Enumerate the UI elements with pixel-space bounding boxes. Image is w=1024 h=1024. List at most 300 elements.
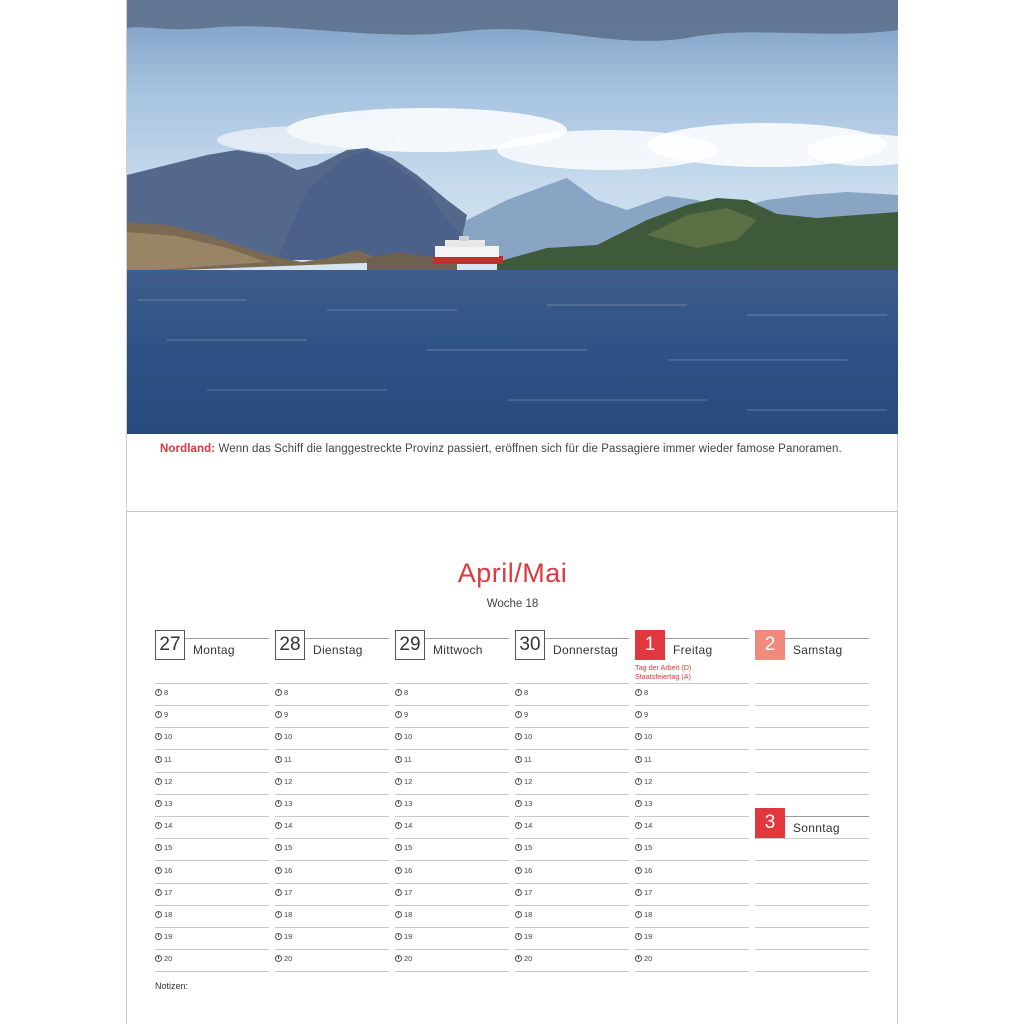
- time-label: 14: [404, 821, 413, 831]
- clock-icon: [515, 933, 522, 940]
- slot-divider: [755, 794, 869, 795]
- clock-icon: [515, 911, 522, 918]
- time-slot[interactable]: [155, 732, 172, 741]
- clock-icon: [275, 733, 282, 740]
- clock-icon: [155, 844, 162, 851]
- time-label: 12: [524, 776, 533, 786]
- slot-divider: [515, 905, 629, 906]
- time-slot[interactable]: [275, 799, 292, 808]
- time-slot[interactable]: [635, 755, 652, 764]
- time-slot[interactable]: [635, 688, 648, 697]
- time-slot[interactable]: [515, 732, 532, 741]
- time-label: 8: [644, 688, 649, 697]
- slot-divider: [395, 705, 509, 706]
- time-label: 15: [284, 843, 293, 853]
- slot-divider: [635, 905, 749, 906]
- time-label: 19: [164, 932, 173, 942]
- slot-divider: [635, 727, 749, 728]
- clock-icon: [395, 867, 402, 874]
- clock-icon: [155, 933, 162, 940]
- time-label: 12: [404, 776, 413, 786]
- time-label: 16: [404, 865, 413, 875]
- time-label: 19: [644, 932, 653, 942]
- slot-divider: [395, 749, 509, 750]
- clock-icon: [515, 889, 522, 896]
- time-label: 13: [164, 799, 173, 808]
- slot-divider: [755, 683, 869, 684]
- time-slot[interactable]: [155, 932, 172, 941]
- time-slot[interactable]: [635, 710, 648, 719]
- time-slot[interactable]: [395, 888, 412, 897]
- clock-icon: [395, 756, 402, 763]
- slot-divider: [515, 683, 629, 684]
- slot-divider: [635, 883, 749, 884]
- slot-divider: [755, 905, 869, 906]
- clock-icon: [275, 822, 282, 829]
- time-slot[interactable]: [635, 821, 652, 830]
- clock-icon: [275, 889, 282, 896]
- time-label: 19: [404, 932, 413, 942]
- slot-divider: [755, 949, 869, 950]
- clock-icon: [635, 933, 642, 940]
- time-slot[interactable]: [515, 888, 532, 897]
- time-label: 16: [644, 865, 653, 875]
- day-name: Samstag: [793, 643, 843, 657]
- clock-icon: [635, 844, 642, 851]
- clock-icon: [155, 800, 162, 807]
- slot-divider: [515, 794, 629, 795]
- time-label: 13: [404, 799, 413, 808]
- calendar-page: [126, 0, 898, 1024]
- clock-icon: [155, 711, 162, 718]
- day-number: 27: [155, 630, 185, 660]
- slot-divider: [515, 971, 629, 972]
- time-label: 15: [404, 843, 413, 853]
- time-label: 8: [284, 688, 289, 697]
- time-slot[interactable]: [155, 777, 172, 786]
- time-label: 15: [644, 843, 653, 853]
- slot-divider: [275, 949, 389, 950]
- slot-divider: [635, 794, 749, 795]
- time-slot[interactable]: [155, 866, 172, 875]
- slot-divider: [515, 816, 629, 817]
- slot-divider: [155, 971, 269, 972]
- time-slot[interactable]: [515, 710, 528, 719]
- slot-divider: [155, 816, 269, 817]
- time-label: 12: [164, 776, 173, 786]
- time-slot[interactable]: [635, 799, 652, 808]
- slot-divider: [755, 772, 869, 773]
- day-number: 28: [275, 630, 305, 660]
- time-label: 15: [164, 843, 173, 853]
- slot-divider: [635, 705, 749, 706]
- clock-icon: [515, 756, 522, 763]
- slot-divider: [275, 794, 389, 795]
- time-label: 8: [404, 688, 409, 697]
- time-label: 18: [644, 910, 653, 919]
- clock-icon: [635, 867, 642, 874]
- caption-place: Nordland:: [160, 443, 216, 455]
- clock-icon: [635, 689, 642, 696]
- time-slot[interactable]: [395, 843, 412, 852]
- time-label: 10: [524, 732, 533, 742]
- clock-icon: [275, 867, 282, 874]
- time-slot[interactable]: [395, 688, 408, 697]
- time-slot[interactable]: [395, 799, 412, 808]
- time-label: 17: [524, 887, 533, 897]
- slot-divider: [275, 749, 389, 750]
- slot-divider: [755, 727, 869, 728]
- slot-divider: [515, 860, 629, 861]
- slot-divider: [155, 949, 269, 950]
- time-slot[interactable]: [275, 688, 288, 697]
- clock-icon: [515, 733, 522, 740]
- time-label: 10: [284, 732, 293, 742]
- time-slot[interactable]: [635, 732, 652, 741]
- slot-divider: [515, 727, 629, 728]
- section-divider: [127, 511, 898, 512]
- time-slot[interactable]: [635, 932, 652, 941]
- time-slot[interactable]: [275, 710, 288, 719]
- time-label: 14: [524, 821, 533, 831]
- time-slot[interactable]: [635, 954, 652, 963]
- time-slot[interactable]: [275, 910, 292, 919]
- clock-icon: [635, 711, 642, 718]
- slot-divider: [395, 772, 509, 773]
- slot-divider: [395, 683, 509, 684]
- slot-divider: [155, 749, 269, 750]
- slot-divider: [275, 883, 389, 884]
- time-slot[interactable]: [515, 821, 532, 830]
- slot-divider: [515, 772, 629, 773]
- time-label: 18: [404, 910, 413, 919]
- clock-icon: [635, 778, 642, 785]
- time-slot[interactable]: [515, 866, 532, 875]
- time-label: 16: [284, 865, 293, 875]
- time-label: 17: [644, 887, 653, 897]
- time-label: 13: [524, 799, 533, 808]
- slot-divider: [515, 705, 629, 706]
- time-slot[interactable]: [155, 843, 172, 852]
- day-name: Freitag: [673, 643, 713, 657]
- day-number: 1: [635, 630, 665, 660]
- slot-divider: [515, 883, 629, 884]
- slot-divider: [635, 949, 749, 950]
- time-slot[interactable]: [275, 843, 292, 852]
- time-slot[interactable]: [155, 954, 172, 963]
- day-name: Sonntag: [793, 821, 840, 835]
- time-label: 19: [284, 932, 293, 942]
- time-label: 20: [404, 954, 413, 964]
- clock-icon: [515, 778, 522, 785]
- time-slot[interactable]: [635, 866, 652, 875]
- clock-icon: [515, 711, 522, 718]
- clock-icon: [275, 689, 282, 696]
- clock-icon: [395, 844, 402, 851]
- time-label: 11: [524, 754, 532, 764]
- slot-divider: [635, 816, 749, 817]
- clock-icon: [395, 822, 402, 829]
- clock-icon: [155, 778, 162, 785]
- slot-divider: [395, 727, 509, 728]
- clock-icon: [155, 822, 162, 829]
- time-label: 18: [524, 910, 533, 919]
- time-label: 13: [284, 799, 293, 808]
- time-slot[interactable]: [515, 777, 532, 786]
- clock-icon: [395, 889, 402, 896]
- slot-divider: [275, 927, 389, 928]
- day-name: Donnerstag: [553, 643, 619, 657]
- time-slot[interactable]: [155, 888, 172, 897]
- clock-icon: [155, 689, 162, 696]
- day-number: 3: [755, 808, 785, 838]
- time-label: 11: [404, 754, 412, 764]
- day-number: 29: [395, 630, 425, 660]
- slot-divider: [155, 905, 269, 906]
- slot-divider: [515, 949, 629, 950]
- day-number: 2: [755, 630, 785, 660]
- caption-text: Wenn das Schiff die langgestreckte Provinz passiert, eröffnen sich für die Passagiere immer wieder famose Panoramen.: [215, 443, 842, 455]
- time-label: 10: [164, 732, 173, 742]
- clock-icon: [515, 955, 522, 962]
- slot-divider: [635, 838, 749, 839]
- clock-icon: [395, 778, 402, 785]
- slot-divider: [635, 971, 749, 972]
- slot-divider: [275, 816, 389, 817]
- time-slot[interactable]: [275, 888, 292, 897]
- time-slot[interactable]: [515, 954, 532, 963]
- slot-divider: [275, 860, 389, 861]
- slot-divider: [275, 838, 389, 839]
- clock-icon: [635, 733, 642, 740]
- time-label: 9: [284, 710, 289, 720]
- slot-divider: [755, 883, 869, 884]
- time-label: 18: [284, 910, 293, 919]
- time-label: 16: [164, 865, 173, 875]
- clock-icon: [395, 955, 402, 962]
- slot-divider: [155, 860, 269, 861]
- time-slot[interactable]: [155, 821, 172, 830]
- time-label: 12: [644, 776, 653, 786]
- slot-divider: [155, 727, 269, 728]
- slot-divider: [635, 683, 749, 684]
- time-slot[interactable]: [395, 910, 412, 919]
- time-slot[interactable]: [395, 954, 412, 963]
- slot-divider: [515, 838, 629, 839]
- clock-icon: [275, 933, 282, 940]
- slot-divider: [155, 927, 269, 928]
- slot-divider: [395, 905, 509, 906]
- time-slot[interactable]: [275, 821, 292, 830]
- time-slot[interactable]: [635, 777, 652, 786]
- time-label: 11: [644, 754, 652, 764]
- time-slot[interactable]: [635, 888, 652, 897]
- slot-divider: [155, 772, 269, 773]
- time-slot[interactable]: [275, 954, 292, 963]
- clock-icon: [155, 889, 162, 896]
- clock-icon: [275, 955, 282, 962]
- clock-icon: [515, 822, 522, 829]
- clock-icon: [515, 800, 522, 807]
- time-slot[interactable]: [395, 710, 408, 719]
- notes-label: Notizen:: [155, 981, 189, 991]
- clock-icon: [275, 778, 282, 785]
- slot-divider: [755, 971, 869, 972]
- clock-icon: [275, 844, 282, 851]
- slot-divider: [635, 749, 749, 750]
- time-label: 20: [524, 954, 533, 964]
- slot-divider: [275, 727, 389, 728]
- slot-divider: [275, 971, 389, 972]
- time-label: 18: [164, 910, 173, 919]
- time-slot[interactable]: [155, 755, 172, 764]
- day-name: Montag: [193, 643, 235, 657]
- clock-icon: [155, 867, 162, 874]
- slot-divider: [155, 794, 269, 795]
- time-slot[interactable]: [395, 866, 412, 875]
- time-label: 11: [164, 754, 172, 764]
- slot-divider: [395, 838, 509, 839]
- clock-icon: [275, 911, 282, 918]
- slot-divider: [635, 772, 749, 773]
- clock-icon: [515, 867, 522, 874]
- clock-icon: [155, 955, 162, 962]
- clock-icon: [635, 955, 642, 962]
- slot-divider: [155, 683, 269, 684]
- time-label: 17: [284, 887, 293, 897]
- slot-divider: [755, 749, 869, 750]
- slot-divider: [395, 927, 509, 928]
- clock-icon: [635, 800, 642, 807]
- clock-icon: [395, 689, 402, 696]
- time-label: 20: [164, 954, 173, 964]
- clock-icon: [635, 889, 642, 896]
- time-label: 11: [284, 754, 292, 764]
- slot-divider: [395, 971, 509, 972]
- clock-icon: [275, 711, 282, 718]
- clock-icon: [395, 800, 402, 807]
- time-slot[interactable]: [395, 777, 412, 786]
- photo-caption: [160, 443, 880, 455]
- clock-icon: [275, 800, 282, 807]
- time-label: 14: [284, 821, 293, 831]
- time-slot[interactable]: [395, 821, 412, 830]
- slot-divider: [275, 905, 389, 906]
- slot-divider: [275, 772, 389, 773]
- slot-divider: [275, 683, 389, 684]
- day-name: Dienstag: [313, 643, 363, 657]
- slot-divider: [155, 838, 269, 839]
- time-label: 20: [284, 954, 293, 964]
- time-slot[interactable]: [155, 710, 168, 719]
- time-label: 14: [164, 821, 173, 831]
- month-title: April/Mai: [457, 558, 568, 588]
- time-slot[interactable]: [395, 932, 412, 941]
- slot-divider: [635, 927, 749, 928]
- slot-divider: [395, 883, 509, 884]
- time-slot[interactable]: [275, 932, 292, 941]
- time-label: 15: [524, 843, 533, 853]
- time-slot[interactable]: [515, 755, 532, 764]
- time-slot[interactable]: [515, 932, 532, 941]
- time-slot[interactable]: [635, 910, 652, 919]
- slot-divider: [275, 705, 389, 706]
- time-label: 19: [524, 932, 533, 942]
- time-label: 12: [284, 776, 293, 786]
- clock-icon: [395, 711, 402, 718]
- slot-divider: [635, 860, 749, 861]
- time-slot[interactable]: [515, 843, 532, 852]
- time-slot[interactable]: [515, 688, 528, 697]
- clock-icon: [155, 911, 162, 918]
- clock-icon: [635, 822, 642, 829]
- slot-divider: [395, 816, 509, 817]
- day-number: 30: [515, 630, 545, 660]
- slot-divider: [395, 794, 509, 795]
- clock-icon: [635, 911, 642, 918]
- clock-icon: [515, 689, 522, 696]
- time-label: 9: [524, 710, 529, 720]
- time-slot[interactable]: [275, 755, 292, 764]
- clock-icon: [155, 756, 162, 763]
- clock-icon: [635, 756, 642, 763]
- time-label: 9: [164, 710, 169, 720]
- week-number: Woche 18: [486, 598, 539, 610]
- time-label: 10: [404, 732, 413, 742]
- time-slot[interactable]: [515, 910, 532, 919]
- day-name: Mittwoch: [433, 643, 483, 657]
- time-label: 8: [524, 688, 529, 697]
- slot-divider: [155, 883, 269, 884]
- time-label: 13: [644, 799, 653, 808]
- holiday-line: Tag der Arbeit (D): [635, 663, 692, 672]
- slot-divider: [755, 705, 869, 706]
- slot-divider: [755, 838, 869, 839]
- holiday-line: Staatsfeiertag (A): [635, 671, 691, 681]
- time-slot[interactable]: [155, 910, 172, 919]
- time-slot[interactable]: [155, 799, 172, 808]
- time-slot[interactable]: [395, 755, 412, 764]
- time-label: 20: [644, 954, 653, 964]
- slot-divider: [515, 749, 629, 750]
- time-slot[interactable]: [395, 732, 412, 741]
- time-label: 10: [644, 732, 653, 742]
- time-slot[interactable]: [155, 688, 168, 697]
- time-label: 14: [644, 821, 653, 831]
- landscape-photo: [127, 0, 898, 434]
- time-label: 17: [164, 887, 173, 897]
- time-slot[interactable]: [275, 732, 292, 741]
- clock-icon: [395, 933, 402, 940]
- slot-divider: [395, 949, 509, 950]
- slot-divider: [395, 860, 509, 861]
- slot-divider: [515, 927, 629, 928]
- time-slot[interactable]: [515, 799, 532, 808]
- time-slot[interactable]: [275, 777, 292, 786]
- time-label: 8: [164, 688, 169, 697]
- time-label: 9: [404, 710, 409, 720]
- time-label: 17: [404, 887, 413, 897]
- time-slot[interactable]: [635, 843, 652, 852]
- time-label: 9: [644, 710, 649, 720]
- slot-divider: [155, 705, 269, 706]
- slot-divider: [755, 860, 869, 861]
- clock-icon: [515, 844, 522, 851]
- slot-divider: [755, 927, 869, 928]
- time-slot[interactable]: [275, 866, 292, 875]
- holiday-note: [635, 664, 691, 681]
- clock-icon: [155, 733, 162, 740]
